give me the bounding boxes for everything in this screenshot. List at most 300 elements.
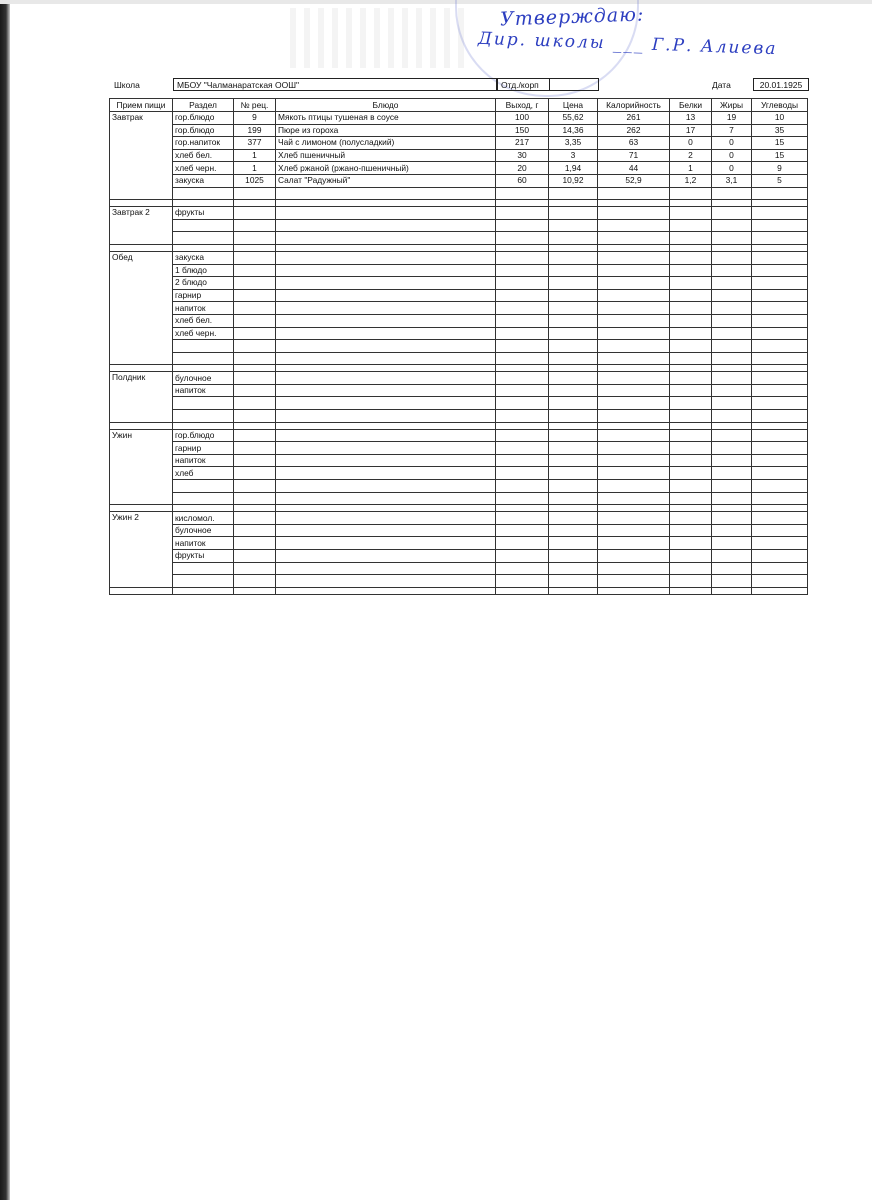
cell-fat [712, 327, 752, 340]
cell-fat [712, 524, 752, 537]
cell-price [549, 524, 598, 537]
cell-carbs [752, 314, 808, 327]
cell-recipe [234, 372, 276, 385]
cell-fat: 3,1 [712, 174, 752, 187]
cell-section [173, 575, 234, 588]
date-label: Дата [712, 80, 731, 90]
cell-output [496, 562, 549, 575]
cell-dish [276, 372, 496, 385]
column-header: Прием пищи [110, 99, 173, 112]
cell-carbs [752, 187, 808, 200]
cell-section: булочное [173, 372, 234, 385]
scan-edge [0, 0, 10, 1200]
spacer-cell [712, 244, 752, 251]
cell-section: 1 блюдо [173, 264, 234, 277]
cell-section: напиток [173, 454, 234, 467]
spacer-cell [276, 587, 496, 594]
cell-calories [598, 575, 670, 588]
cell-recipe [234, 550, 276, 563]
cell-protein: 13 [670, 112, 712, 125]
cell-calories [598, 340, 670, 353]
cell-fat [712, 550, 752, 563]
cell-price [549, 492, 598, 505]
cell-output [496, 397, 549, 410]
cell-calories [598, 372, 670, 385]
cell-output [496, 512, 549, 525]
spacer-cell [173, 244, 234, 251]
spacer-cell [598, 587, 670, 594]
spacer-cell [712, 505, 752, 512]
cell-recipe [234, 289, 276, 302]
table-row [110, 137, 808, 150]
cell-section: гор.напиток [173, 137, 234, 150]
cell-protein: 1,2 [670, 174, 712, 187]
spacer-cell [496, 422, 549, 429]
spacer-cell [173, 365, 234, 372]
table-row [110, 207, 808, 220]
cell-price: 1,94 [549, 162, 598, 175]
spacer-cell [276, 505, 496, 512]
column-header: Раздел [173, 99, 234, 112]
cell-calories [598, 187, 670, 200]
cell-price [549, 264, 598, 277]
table-row [110, 410, 808, 423]
cell-dish [276, 327, 496, 340]
spacer-cell [752, 422, 808, 429]
cell-output [496, 410, 549, 423]
cell-protein [670, 251, 712, 264]
cell-calories [598, 397, 670, 410]
table-row [110, 397, 808, 410]
spacer-cell [234, 505, 276, 512]
table-row [110, 124, 808, 137]
cell-recipe [234, 429, 276, 442]
cell-fat [712, 537, 752, 550]
cell-output: 20 [496, 162, 549, 175]
cell-fat: 0 [712, 137, 752, 150]
cell-recipe [234, 232, 276, 245]
table-row [110, 277, 808, 290]
cell-price [549, 340, 598, 353]
cell-dish [276, 384, 496, 397]
cell-carbs [752, 251, 808, 264]
cell-output: 150 [496, 124, 549, 137]
table-row [110, 512, 808, 525]
table-row [110, 112, 808, 125]
spacer-cell [598, 365, 670, 372]
cell-protein [670, 524, 712, 537]
cell-calories [598, 277, 670, 290]
cell-section: хлеб бел. [173, 314, 234, 327]
spacer-cell [234, 200, 276, 207]
cell-price [549, 372, 598, 385]
cell-fat [712, 512, 752, 525]
cell-dish [276, 251, 496, 264]
cell-protein [670, 264, 712, 277]
cell-protein [670, 302, 712, 315]
cell-protein: 0 [670, 137, 712, 150]
cell-calories [598, 442, 670, 455]
cell-section: гор.блюдо [173, 124, 234, 137]
cell-section [173, 219, 234, 232]
cell-fat: 19 [712, 112, 752, 125]
cell-price [549, 289, 598, 302]
meal-spacer-row [110, 244, 808, 251]
spacer-cell [276, 200, 496, 207]
cell-price [549, 277, 598, 290]
approval-signature [478, 4, 870, 66]
spacer-cell [670, 365, 712, 372]
spacer-cell [549, 365, 598, 372]
cell-section: гарнир [173, 289, 234, 302]
cell-carbs [752, 277, 808, 290]
cell-calories [598, 492, 670, 505]
cell-recipe [234, 410, 276, 423]
cell-protein [670, 327, 712, 340]
cell-price [549, 575, 598, 588]
cell-carbs [752, 429, 808, 442]
cell-carbs [752, 384, 808, 397]
cell-dish [276, 352, 496, 365]
cell-calories [598, 384, 670, 397]
cell-carbs [752, 562, 808, 575]
spacer-cell [712, 422, 752, 429]
cell-dish [276, 277, 496, 290]
spacer-cell [234, 365, 276, 372]
cell-protein [670, 429, 712, 442]
spacer-cell [752, 244, 808, 251]
cell-fat [712, 410, 752, 423]
cell-section [173, 410, 234, 423]
table-row [110, 187, 808, 200]
cell-recipe [234, 384, 276, 397]
cell-price: 3,35 [549, 137, 598, 150]
cell-calories: 262 [598, 124, 670, 137]
menu-table [109, 98, 808, 595]
cell-dish: Чай с лимоном (полусладкий) [276, 137, 496, 150]
cell-carbs [752, 550, 808, 563]
cell-section [173, 480, 234, 493]
spacer-cell [549, 587, 598, 594]
table-row [110, 480, 808, 493]
table-row [110, 550, 808, 563]
school-field: МБОУ "Чалманаратская ООШ" [173, 78, 497, 91]
cell-fat [712, 251, 752, 264]
cell-dish [276, 429, 496, 442]
cell-protein [670, 372, 712, 385]
cell-output [496, 442, 549, 455]
spacer-cell [549, 244, 598, 251]
cell-carbs [752, 207, 808, 220]
cell-recipe [234, 251, 276, 264]
cell-dish [276, 512, 496, 525]
column-header: № рец. [234, 99, 276, 112]
cell-dish [276, 480, 496, 493]
meal-spacer-row [110, 587, 808, 594]
spacer-cell [276, 244, 496, 251]
cell-fat [712, 219, 752, 232]
cell-output: 217 [496, 137, 549, 150]
cell-calories [598, 524, 670, 537]
cell-protein [670, 575, 712, 588]
table-row [110, 264, 808, 277]
spacer-cell [598, 244, 670, 251]
cell-recipe [234, 512, 276, 525]
cell-protein [670, 187, 712, 200]
cell-recipe [234, 302, 276, 315]
cell-protein [670, 562, 712, 575]
cell-recipe [234, 340, 276, 353]
spacer-cell [234, 244, 276, 251]
cell-output [496, 264, 549, 277]
cell-price [549, 314, 598, 327]
cell-dish [276, 232, 496, 245]
cell-dish [276, 442, 496, 455]
cell-calories: 261 [598, 112, 670, 125]
cell-price [549, 207, 598, 220]
cell-protein [670, 277, 712, 290]
table-row [110, 492, 808, 505]
cell-calories [598, 264, 670, 277]
cell-calories [598, 454, 670, 467]
cell-price [549, 512, 598, 525]
table-row [110, 352, 808, 365]
cell-calories: 44 [598, 162, 670, 175]
cell-recipe [234, 454, 276, 467]
cell-output [496, 492, 549, 505]
spacer-cell [496, 244, 549, 251]
spacer-cell [110, 244, 173, 251]
cell-section: хлеб [173, 467, 234, 480]
spacer-cell [173, 505, 234, 512]
spacer-cell [173, 200, 234, 207]
cell-fat [712, 340, 752, 353]
cell-carbs [752, 327, 808, 340]
cell-section: хлеб бел. [173, 149, 234, 162]
cell-dish [276, 187, 496, 200]
spacer-cell [670, 505, 712, 512]
cell-calories [598, 429, 670, 442]
cell-calories: 71 [598, 149, 670, 162]
spacer-cell [173, 587, 234, 594]
cell-price [549, 219, 598, 232]
cell-section: гор.блюдо [173, 112, 234, 125]
cell-output [496, 232, 549, 245]
school-label: Школа [114, 80, 140, 90]
cell-carbs [752, 492, 808, 505]
cell-recipe [234, 207, 276, 220]
cell-section: гарнир [173, 442, 234, 455]
cell-protein [670, 219, 712, 232]
cell-dish [276, 454, 496, 467]
date-field: 20.01.1925 [753, 78, 809, 91]
cell-recipe: 377 [234, 137, 276, 150]
cell-price [549, 384, 598, 397]
cell-fat: 0 [712, 162, 752, 175]
cell-dish: Хлеб пшеничный [276, 149, 496, 162]
spacer-cell [598, 505, 670, 512]
cell-price [549, 352, 598, 365]
cell-carbs [752, 397, 808, 410]
cell-dish [276, 264, 496, 277]
cell-protein [670, 352, 712, 365]
cell-carbs: 5 [752, 174, 808, 187]
cell-carbs [752, 232, 808, 245]
cell-fat [712, 277, 752, 290]
spacer-cell [549, 200, 598, 207]
cell-section [173, 352, 234, 365]
cell-recipe [234, 397, 276, 410]
cell-recipe [234, 314, 276, 327]
cell-output [496, 575, 549, 588]
table-row [110, 314, 808, 327]
table-row [110, 442, 808, 455]
cell-output [496, 314, 549, 327]
spacer-cell [670, 200, 712, 207]
cell-protein [670, 512, 712, 525]
cell-dish [276, 550, 496, 563]
cell-calories: 63 [598, 137, 670, 150]
cell-fat [712, 480, 752, 493]
cell-protein: 1 [670, 162, 712, 175]
cell-section: фрукты [173, 550, 234, 563]
cell-recipe: 9 [234, 112, 276, 125]
cell-protein: 17 [670, 124, 712, 137]
cell-recipe [234, 467, 276, 480]
spacer-cell [598, 200, 670, 207]
cell-output [496, 327, 549, 340]
cell-dish [276, 524, 496, 537]
cell-output [496, 550, 549, 563]
cell-dish [276, 575, 496, 588]
cell-fat [712, 314, 752, 327]
cell-carbs [752, 480, 808, 493]
spacer-cell [670, 587, 712, 594]
cell-recipe: 1 [234, 162, 276, 175]
cell-recipe [234, 327, 276, 340]
spacer-cell [496, 587, 549, 594]
cell-dish: Пюре из гороха [276, 124, 496, 137]
spacer-cell [110, 587, 173, 594]
spacer-cell [496, 200, 549, 207]
table-row [110, 302, 808, 315]
cell-output [496, 384, 549, 397]
cell-recipe: 1 [234, 149, 276, 162]
table-row [110, 372, 808, 385]
cell-price [549, 251, 598, 264]
cell-dish [276, 467, 496, 480]
cell-price [549, 537, 598, 550]
table-row [110, 429, 808, 442]
form-header [110, 78, 810, 94]
table-row [110, 232, 808, 245]
cell-calories [598, 327, 670, 340]
cell-recipe [234, 537, 276, 550]
cell-price [549, 442, 598, 455]
cell-output [496, 537, 549, 550]
cell-section: хлеб черн. [173, 327, 234, 340]
cell-dish [276, 410, 496, 423]
table-row [110, 174, 808, 187]
cell-carbs [752, 352, 808, 365]
meal-name: Завтрак [110, 112, 173, 200]
cell-price: 55,62 [549, 112, 598, 125]
column-header: Жиры [712, 99, 752, 112]
table-row [110, 251, 808, 264]
cell-protein [670, 480, 712, 493]
cell-calories [598, 251, 670, 264]
cell-protein [670, 289, 712, 302]
cell-protein [670, 492, 712, 505]
cell-protein [670, 397, 712, 410]
meal-name: Полдник [110, 372, 173, 422]
table-row [110, 524, 808, 537]
table-row [110, 454, 808, 467]
cell-section: гор.блюдо [173, 429, 234, 442]
cell-calories [598, 302, 670, 315]
cell-output [496, 187, 549, 200]
approval-text: Утверждаю: [499, 3, 645, 31]
spacer-cell [712, 200, 752, 207]
spacer-cell [598, 422, 670, 429]
cell-section: напиток [173, 384, 234, 397]
cell-section [173, 492, 234, 505]
cell-dish: Салат "Радужный" [276, 174, 496, 187]
cell-carbs [752, 264, 808, 277]
cell-recipe [234, 219, 276, 232]
cell-calories [598, 480, 670, 493]
cell-fat [712, 562, 752, 575]
spacer-cell [712, 587, 752, 594]
cell-carbs [752, 524, 808, 537]
cell-protein [670, 537, 712, 550]
spacer-cell [670, 422, 712, 429]
cell-output: 30 [496, 149, 549, 162]
cell-section [173, 187, 234, 200]
spacer-cell [110, 365, 173, 372]
cell-output [496, 277, 549, 290]
spacer-cell [549, 505, 598, 512]
spacer-cell [712, 365, 752, 372]
cell-fat [712, 302, 752, 315]
cell-price [549, 467, 598, 480]
column-header: Цена [549, 99, 598, 112]
cell-fat [712, 397, 752, 410]
cell-dish [276, 340, 496, 353]
cell-protein [670, 410, 712, 423]
cell-output [496, 429, 549, 442]
cell-calories [598, 550, 670, 563]
menu-body [110, 112, 808, 595]
spacer-cell [496, 505, 549, 512]
column-header: Выход, г [496, 99, 549, 112]
cell-dish [276, 562, 496, 575]
cell-carbs [752, 537, 808, 550]
table-row [110, 219, 808, 232]
cell-price [549, 410, 598, 423]
table-row [110, 384, 808, 397]
cell-calories [598, 512, 670, 525]
cell-recipe [234, 277, 276, 290]
cell-protein [670, 384, 712, 397]
cell-calories [598, 467, 670, 480]
cell-carbs [752, 467, 808, 480]
cell-dish [276, 207, 496, 220]
cell-output [496, 352, 549, 365]
cell-output [496, 251, 549, 264]
cell-fat [712, 232, 752, 245]
cell-calories [598, 352, 670, 365]
